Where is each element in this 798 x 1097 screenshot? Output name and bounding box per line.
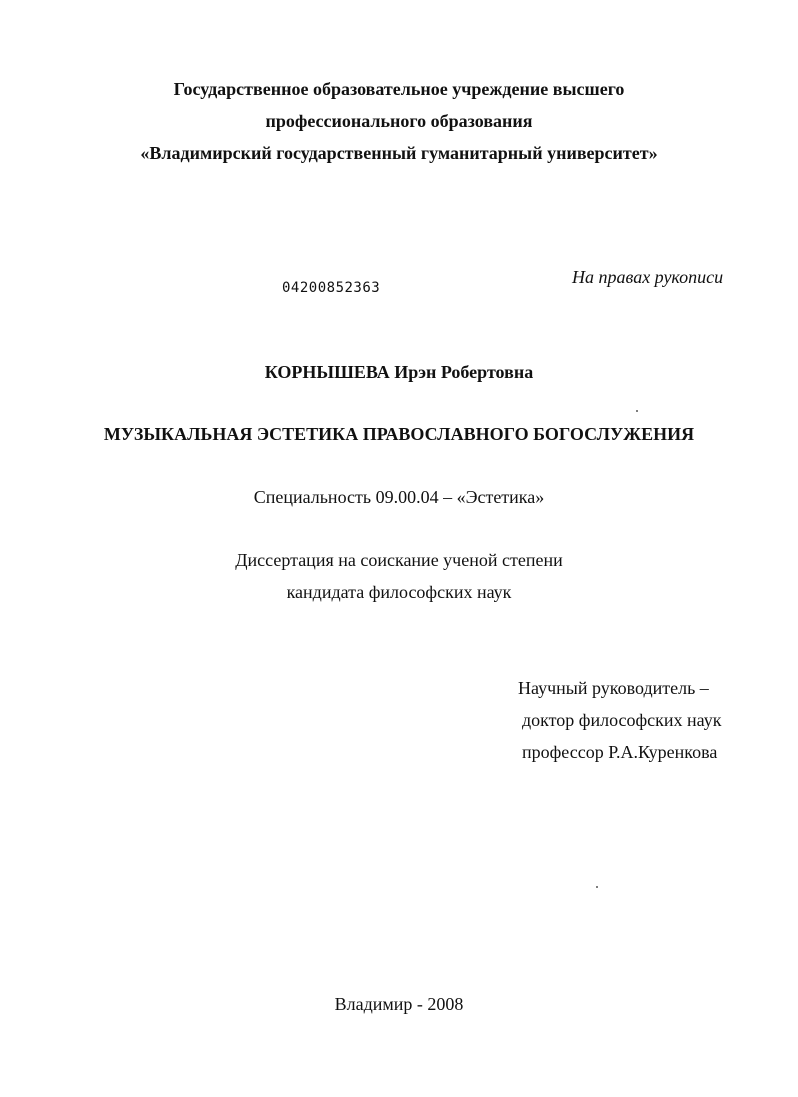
supervisor-line-2: доктор философских наук	[522, 710, 722, 730]
manuscript-note: На правах рукописи	[572, 267, 724, 287]
author-name: КОРНЫШЕВА Ирэн Робертовна	[264, 362, 534, 382]
scan-speck	[636, 410, 638, 412]
institution-line-2: профессионального образования	[265, 111, 533, 131]
degree-line-1: Диссертация на соискание ученой степени	[235, 550, 563, 570]
registry-number: 04200852363	[282, 280, 381, 296]
institution-line-3: «Владимирский государственный гуманитарный университет»	[140, 143, 658, 163]
dissertation-title: МУЗЫКАЛЬНАЯ ЭСТЕТИКА ПРАВОСЛАВНОГО БОГОСЛУЖЕНИЯ	[103, 424, 695, 444]
degree-line-2: кандидата философских наук	[286, 582, 512, 602]
scan-speck	[596, 886, 598, 888]
specialty: Специальность 09.00.04 – «Эстетика»	[253, 487, 545, 507]
supervisor-line-3: профессор Р.А.Куренкова	[522, 742, 718, 762]
supervisor-line-1: Научный руководитель –	[518, 678, 709, 698]
city-year: Владимир - 2008	[334, 994, 464, 1014]
institution-line-1: Государственное образовательное учреждение высшего	[173, 79, 625, 99]
